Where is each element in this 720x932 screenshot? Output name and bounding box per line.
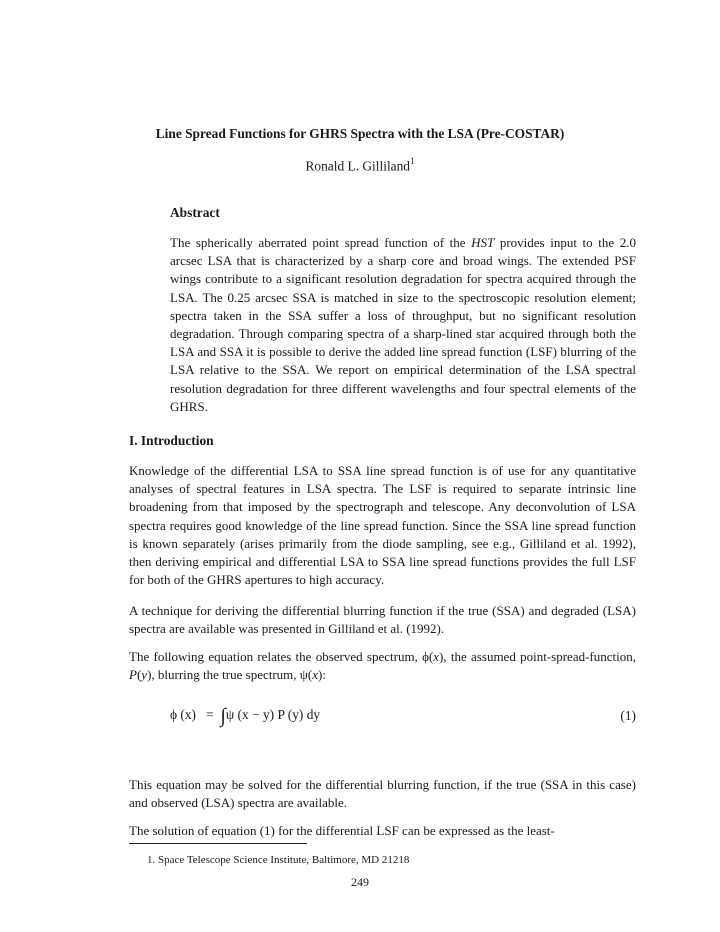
footnote-text: 1. Space Telescope Science Institute, Baltimore, MD 21218: [147, 854, 410, 866]
p3-text-3: (: [136, 667, 142, 683]
author-name: Ronald L. Gilliland: [305, 158, 410, 174]
intro-paragraph-5: The solution of equation (1) for the differential LSF can be expressed as the least-: [129, 823, 555, 838]
page-number: 249: [351, 875, 369, 889]
equation-equals: =: [206, 707, 214, 722]
intro-paragraph-3: [129, 648, 636, 684]
p3-psi: ψ(: [299, 667, 313, 683]
p3-var-P: P: [129, 667, 137, 683]
intro-paragraph-2: A technique for deriving the differential blurring function if the true (SSA) and degraded (LSA) spectra are available was presented in Gilliland et al. (1992).: [129, 603, 636, 637]
author-line: [0, 157, 720, 174]
p3-text-2: ), the assumed point-spread-function,: [439, 649, 636, 664]
abstract-em-hst: HST: [471, 235, 495, 250]
paper-title: Line Spread Functions for GHRS Spectra with the LSA (Pre-COSTAR): [155, 126, 565, 141]
abstract-text-part2: provides input to the 2.0 arcsec LSA that is characterized by a sharp core and broad wings. The extended PSF wings contribute to a significant resolution degradation for spectra acquired through the LSA. The 0.25 arcsec SSA is matched in size to the spectroscopic resolution element; spectra taken in the SSA suffer a loss of throughput, but no significant resolution degradation. Through comparing spectra of a sharp-lined star acquired through both the LSA and SSA it is possible to derive the added line spread function (LSF) blurring of the LSA relative to the SSA. We report on empirical determination of the LSA spectral resolution degradation for three different wavelengths and four spectral elements of the GHRS.: [170, 235, 636, 414]
equation-1: [170, 705, 320, 728]
p3-phi: ϕ(: [422, 649, 434, 664]
p3-text-4: ), blurring the true spectrum,: [147, 667, 300, 683]
abstract-heading: Abstract: [170, 205, 220, 220]
footnote-rule: [129, 843, 307, 844]
section-heading-introduction: I. Introduction: [129, 433, 214, 448]
p3-text-5: ):: [318, 667, 326, 683]
equation-number: (1): [620, 708, 636, 723]
equation-rhs: ψ (x − y) P (y) dy: [225, 707, 321, 722]
p3-var-y: y: [141, 667, 148, 683]
abstract-text: [170, 234, 636, 416]
p3-text-1: The following equation relates the observed spectrum,: [129, 649, 423, 664]
footnote-mark: 1: [410, 156, 415, 166]
intro-paragraph-1: Knowledge of the differential LSA to SSA line spread function is of use for any quantitative analyses of spectral features in LSA spectra. The LSF is required to separate intrinsic line broadening from that imposed by the spectrograph and telescope. Any deconvolution of LSA spectra requires good knowledge of the line spread function. Since the SSA line spread function is known separately (arises primarily from the diode sampling, see e.g., Gilliland et al. 1992), then deriving empirical and differential LSA to SSA line spread functions provides the full LSF for both of the GHRS apertures to high accuracy.: [129, 463, 636, 588]
intro-paragraph-4: This equation may be solved for the differential blurring function, if the true (SSA in this case) and observed (LSA) spectra are available.: [129, 777, 636, 811]
abstract-text-part1: The spherically aberrated point spread function of the: [170, 235, 472, 250]
p3-var-x: x: [433, 649, 440, 664]
integral-symbol: ∫: [220, 705, 226, 727]
p3-var-x2: x: [312, 667, 319, 683]
equation-lhs: ϕ (x): [170, 707, 197, 722]
